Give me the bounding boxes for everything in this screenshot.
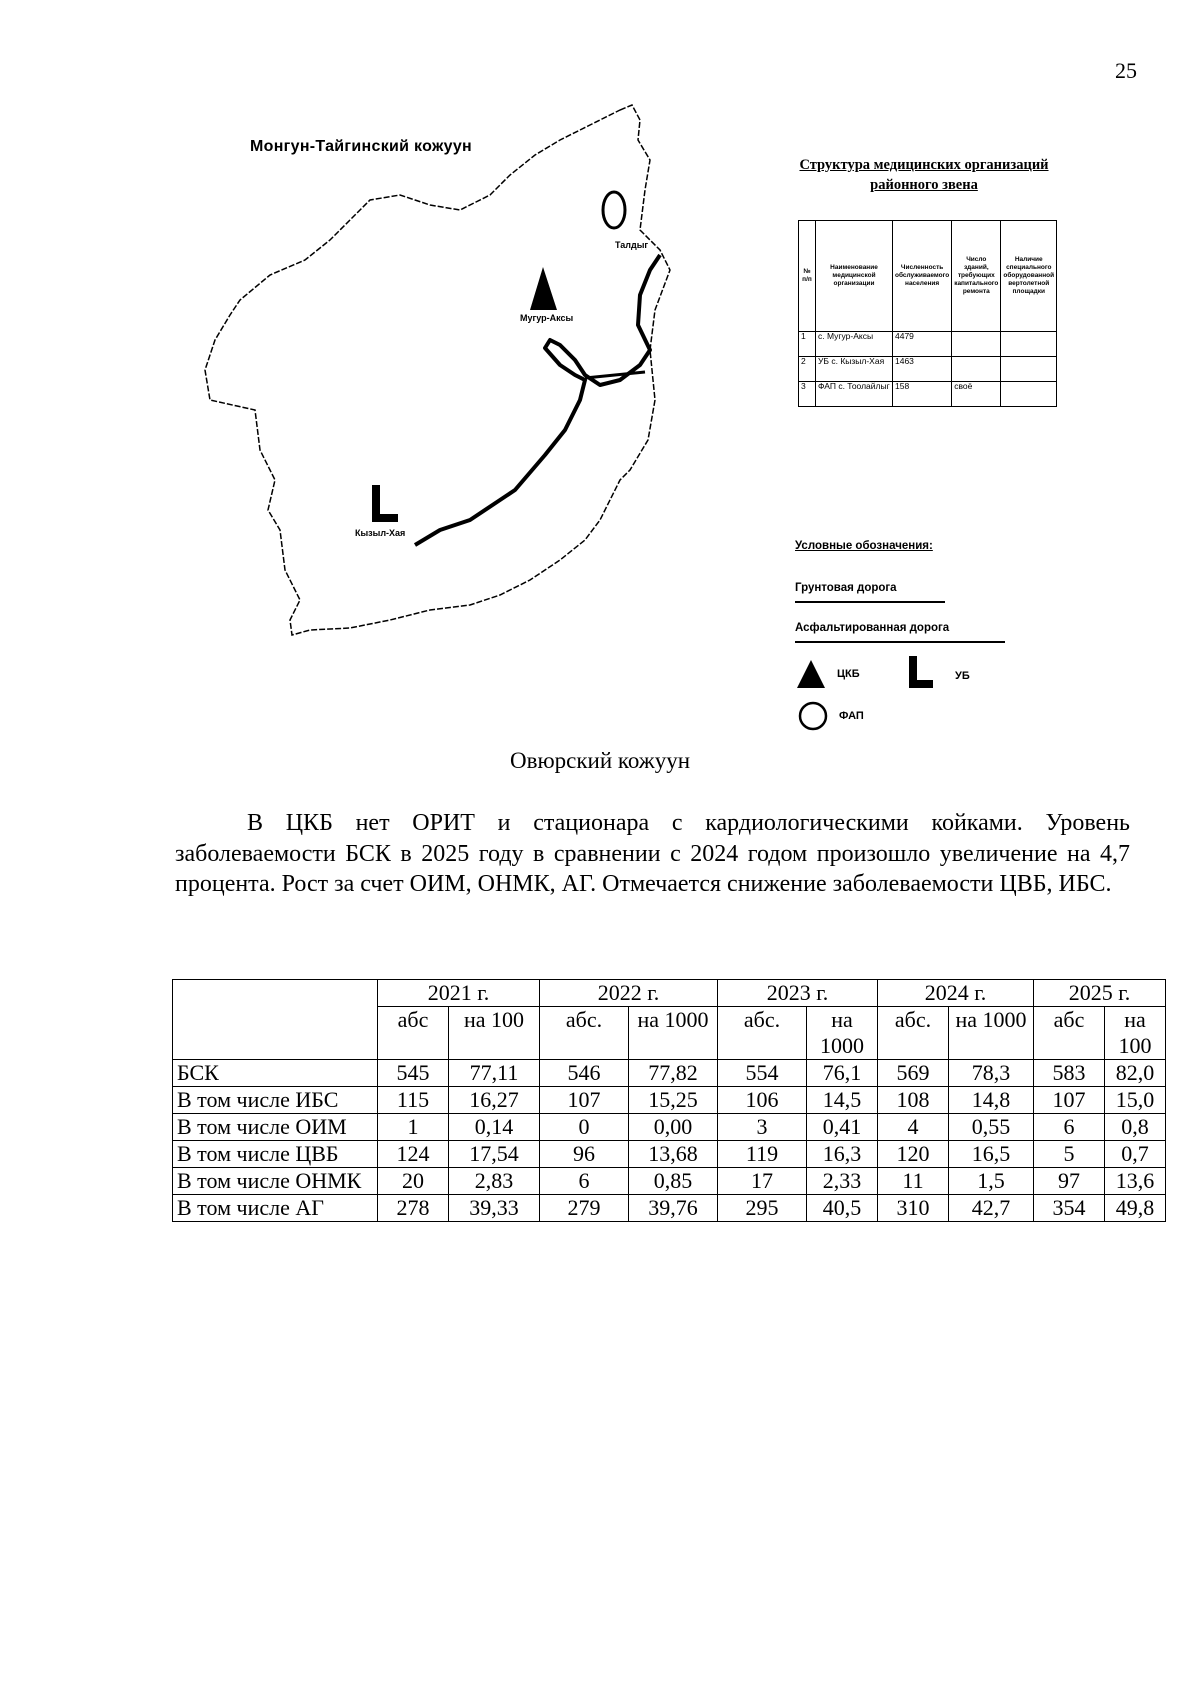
table-cell: 554 bbox=[718, 1060, 807, 1087]
year-header: 2025 г. bbox=[1034, 980, 1166, 1007]
table-cell: 0,85 bbox=[629, 1168, 718, 1195]
legend-dirt-road-line bbox=[795, 601, 945, 603]
body-paragraph bbox=[175, 808, 1130, 900]
legend-fap-label: ФАП bbox=[839, 710, 864, 722]
table-cell: 1 bbox=[378, 1114, 449, 1141]
table-cell: 42,7 bbox=[949, 1195, 1034, 1222]
table-cell: 545 bbox=[378, 1060, 449, 1087]
row-label: В том числе ОНМК bbox=[173, 1168, 378, 1195]
structure-cell bbox=[1001, 332, 1057, 357]
table-cell: 20 bbox=[378, 1168, 449, 1195]
structure-cell: своё bbox=[952, 382, 1001, 407]
table-cell: 0,7 bbox=[1105, 1141, 1166, 1168]
structure-cell: 3 bbox=[799, 382, 816, 407]
structure-cell bbox=[952, 332, 1001, 357]
table-cell: 6 bbox=[540, 1168, 629, 1195]
structure-cell: УБ с. Кызыл-Хая bbox=[816, 357, 893, 382]
page-number: 25 bbox=[1115, 58, 1137, 83]
table-cell: 16,3 bbox=[807, 1141, 878, 1168]
table-cell: 97 bbox=[1034, 1168, 1105, 1195]
table-cell: 2,33 bbox=[807, 1168, 878, 1195]
structure-header: Наличие специального оборудованной вертолетной площадки bbox=[1001, 221, 1057, 332]
table-cell: 40,5 bbox=[807, 1195, 878, 1222]
subheader-cell: абс. bbox=[718, 1007, 807, 1060]
structure-cell bbox=[952, 357, 1001, 382]
table-cell: 0,14 bbox=[449, 1114, 540, 1141]
structure-row bbox=[799, 382, 1057, 407]
map-figure bbox=[200, 100, 1080, 720]
fap-marker-icon bbox=[603, 192, 625, 228]
table-cell: 82,0 bbox=[1105, 1060, 1166, 1087]
structure-table-title: Структура медицинских организаций районного звена bbox=[799, 157, 1049, 193]
district-border bbox=[205, 105, 670, 635]
table-cell: 119 bbox=[718, 1141, 807, 1168]
table-cell: 310 bbox=[878, 1195, 949, 1222]
legend-ub-label: УБ bbox=[955, 670, 970, 682]
table-cell: 13,6 bbox=[1105, 1168, 1166, 1195]
table-cell: 78,3 bbox=[949, 1060, 1034, 1087]
table-cell: 16,27 bbox=[449, 1087, 540, 1114]
year-header: 2023 г. bbox=[718, 980, 878, 1007]
table-cell: 278 bbox=[378, 1195, 449, 1222]
structure-cell: 4479 bbox=[893, 332, 952, 357]
table-cell: 49,8 bbox=[1105, 1195, 1166, 1222]
legend-asphalt-road: Асфальтированная дорога bbox=[795, 622, 950, 634]
subheader-cell: на 1000 bbox=[949, 1007, 1034, 1060]
legend-triangle-icon bbox=[795, 658, 827, 690]
table-cell: 96 bbox=[540, 1141, 629, 1168]
table-cell: 39,33 bbox=[449, 1195, 540, 1222]
table-cell: 76,1 bbox=[807, 1060, 878, 1087]
table-cell: 4 bbox=[878, 1114, 949, 1141]
structure-cell: ФАП с. Тоолайлыг bbox=[816, 382, 893, 407]
table-cell: 77,82 bbox=[629, 1060, 718, 1087]
table-row bbox=[173, 1195, 1166, 1222]
table-cell: 120 bbox=[878, 1141, 949, 1168]
row-label: В том числе ИБС bbox=[173, 1087, 378, 1114]
structure-header: Наименование медицинской организации bbox=[816, 221, 893, 332]
place-label-kyzyl-khaya: Кызыл-Хая bbox=[355, 528, 406, 538]
structure-cell: с. Мугур-Аксы bbox=[816, 332, 893, 357]
table-cell: 0 bbox=[540, 1114, 629, 1141]
table-cell: 546 bbox=[540, 1060, 629, 1087]
table-row bbox=[173, 1060, 1166, 1087]
table-cell: 17 bbox=[718, 1168, 807, 1195]
table-cell: 1,5 bbox=[949, 1168, 1034, 1195]
structure-cell: 2 bbox=[799, 357, 816, 382]
table-cell: 15,0 bbox=[1105, 1087, 1166, 1114]
table-row bbox=[173, 1087, 1166, 1114]
table-body bbox=[173, 1060, 1166, 1222]
table-year-row bbox=[173, 980, 1166, 1007]
structure-row bbox=[799, 357, 1057, 382]
year-header: 2021 г. bbox=[378, 980, 540, 1007]
legend-tsrb-label: ЦКБ bbox=[837, 668, 860, 680]
subheader-cell: абс bbox=[1034, 1007, 1105, 1060]
table-cell: 107 bbox=[540, 1087, 629, 1114]
table-row bbox=[173, 1141, 1166, 1168]
table-cell: 354 bbox=[1034, 1195, 1105, 1222]
table-cell: 0,55 bbox=[949, 1114, 1034, 1141]
table-cell: 583 bbox=[1034, 1060, 1105, 1087]
table-cell: 295 bbox=[718, 1195, 807, 1222]
year-header: 2024 г. bbox=[878, 980, 1034, 1007]
table-cell: 3 bbox=[718, 1114, 807, 1141]
morbidity-table bbox=[172, 979, 1166, 1222]
row-label: БСК bbox=[173, 1060, 378, 1087]
table-cell: 2,83 bbox=[449, 1168, 540, 1195]
subheader-cell: на 100 bbox=[449, 1007, 540, 1060]
structure-cell bbox=[1001, 382, 1057, 407]
table-cell: 106 bbox=[718, 1087, 807, 1114]
table-cell: 14,5 bbox=[807, 1087, 878, 1114]
legend-dirt-road: Грунтовая дорога bbox=[795, 582, 897, 594]
table-row bbox=[173, 1168, 1166, 1195]
section-heading: Овюрский кожуун bbox=[509, 748, 691, 773]
table-cell: 279 bbox=[540, 1195, 629, 1222]
table-cell: 124 bbox=[378, 1141, 449, 1168]
table-cell: 0,00 bbox=[629, 1114, 718, 1141]
subheader-cell: на 1000 bbox=[807, 1007, 878, 1060]
table-cell: 77,11 bbox=[449, 1060, 540, 1087]
table-cell: 11 bbox=[878, 1168, 949, 1195]
map-title: Монгун-Тайгинский кожуун bbox=[250, 138, 472, 155]
structure-header: № п/п bbox=[799, 221, 816, 332]
table-cell: 39,76 bbox=[629, 1195, 718, 1222]
structure-cell: 1 bbox=[799, 332, 816, 357]
subheader-cell: абс. bbox=[878, 1007, 949, 1060]
table-row bbox=[173, 1114, 1166, 1141]
subheader-cell: абс bbox=[378, 1007, 449, 1060]
subheader-cell: на 100 bbox=[1105, 1007, 1166, 1060]
table-cell: 17,54 bbox=[449, 1141, 540, 1168]
table-cell: 15,25 bbox=[629, 1087, 718, 1114]
structure-header: Число зданий, требующих капитального ремонта bbox=[952, 221, 1001, 332]
table-cell: 107 bbox=[1034, 1087, 1105, 1114]
row-label: В том числе АГ bbox=[173, 1195, 378, 1222]
legend-circle-icon bbox=[797, 700, 829, 732]
table-cell: 16,5 bbox=[949, 1141, 1034, 1168]
paragraph-text: В ЦКБ нет ОРИТ и стационара с кардиологическими койками. Уровень заболеваемости БСК в 2025 году в сравнении с 2024 годом произошло увеличение на 4,7 процента. Рост за счет ОИМ, ОНМК, АГ. Отмечается снижение заболеваемости ЦВБ, ИБС. bbox=[175, 810, 1130, 897]
row-label: В том числе ЦВБ bbox=[173, 1141, 378, 1168]
structure-cell bbox=[1001, 357, 1057, 382]
structure-row bbox=[799, 332, 1057, 357]
place-label-taldyg: Талдыг bbox=[615, 240, 649, 250]
branch-road bbox=[585, 372, 645, 378]
table-cell: 108 bbox=[878, 1087, 949, 1114]
table-cell: 13,68 bbox=[629, 1141, 718, 1168]
row-label: В том числе ОИМ bbox=[173, 1114, 378, 1141]
subheader-cell: на 1000 bbox=[629, 1007, 718, 1060]
tsrb-marker-icon bbox=[530, 267, 557, 310]
subheader-cell: абс. bbox=[540, 1007, 629, 1060]
place-label-mugur: Мугур-Аксы bbox=[520, 313, 574, 323]
table-cell: 14,8 bbox=[949, 1087, 1034, 1114]
legend-asphalt-road-line bbox=[795, 641, 1005, 643]
table-cell: 5 bbox=[1034, 1141, 1105, 1168]
structure-cell: 1463 bbox=[893, 357, 952, 382]
district-map bbox=[200, 100, 760, 720]
table-cell: 6 bbox=[1034, 1114, 1105, 1141]
ub-marker-icon bbox=[372, 485, 398, 522]
legend-title: Условные обозначения: bbox=[795, 540, 933, 552]
structure-table bbox=[798, 220, 1057, 407]
structure-cell: 158 bbox=[893, 382, 952, 407]
table-cell: 0,8 bbox=[1105, 1114, 1166, 1141]
table-cell: 115 bbox=[378, 1087, 449, 1114]
table-cell: 569 bbox=[878, 1060, 949, 1087]
table-cell: 0,41 bbox=[807, 1114, 878, 1141]
legend-ub-icon bbox=[905, 656, 935, 690]
table-corner-cell bbox=[173, 980, 378, 1060]
structure-header: Численность обслуживаемого населения bbox=[893, 221, 952, 332]
year-header: 2022 г. bbox=[540, 980, 718, 1007]
